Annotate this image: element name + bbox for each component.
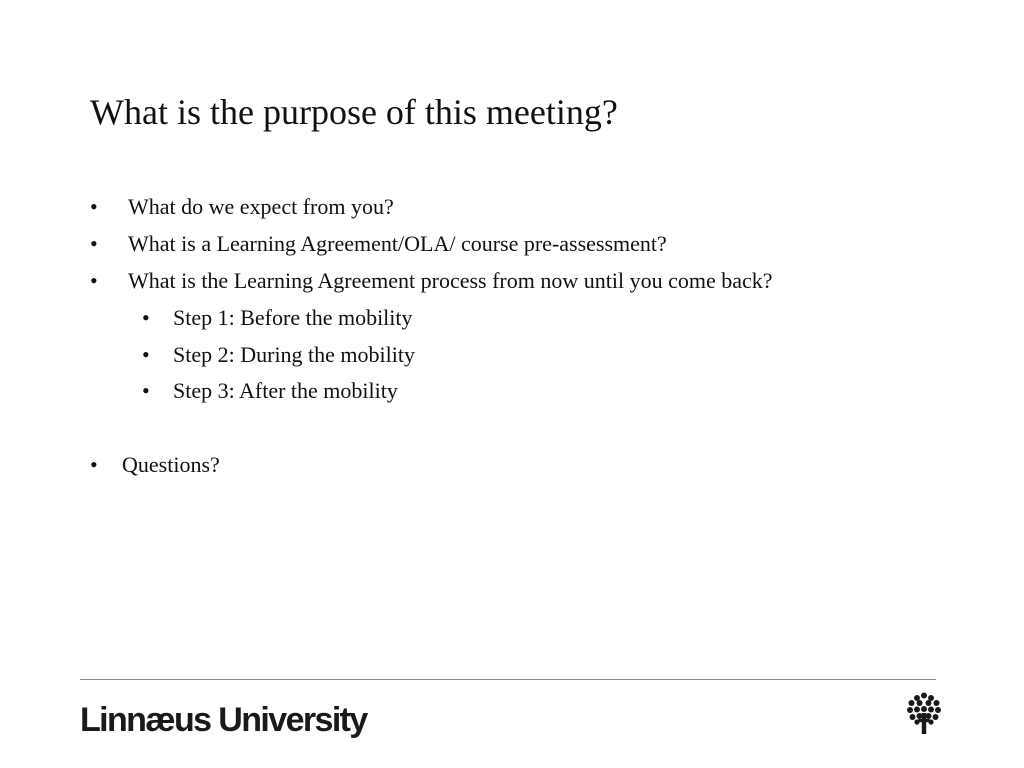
bullet-text: Questions?	[122, 452, 220, 477]
bullet-text: What is a Learning Agreement/OLA/ course pre-assessment?	[128, 231, 667, 256]
tree-icon	[906, 692, 942, 734]
slide-title: What is the purpose of this meeting?	[90, 92, 618, 132]
sub-bullet-text: Step 1: Before the mobility	[173, 305, 413, 330]
bullet-marker: •	[142, 342, 150, 367]
footer-divider	[80, 679, 936, 680]
bullet-marker: •	[90, 268, 98, 293]
bullet-text: What is the Learning Agreement process from now until you come back?	[128, 268, 773, 293]
bullet-marker: •	[90, 452, 98, 477]
sub-bullet-text: Step 3: After the mobility	[173, 378, 398, 403]
bullet-marker: •	[90, 231, 98, 256]
bullet-marker: •	[90, 194, 98, 219]
bullet-marker: •	[142, 305, 150, 330]
bullet-text: What do we expect from you?	[128, 194, 394, 219]
bullet-marker: •	[142, 378, 150, 403]
university-logo: Linnæus University	[80, 701, 367, 739]
sub-bullet-text: Step 2: During the mobility	[173, 342, 415, 367]
